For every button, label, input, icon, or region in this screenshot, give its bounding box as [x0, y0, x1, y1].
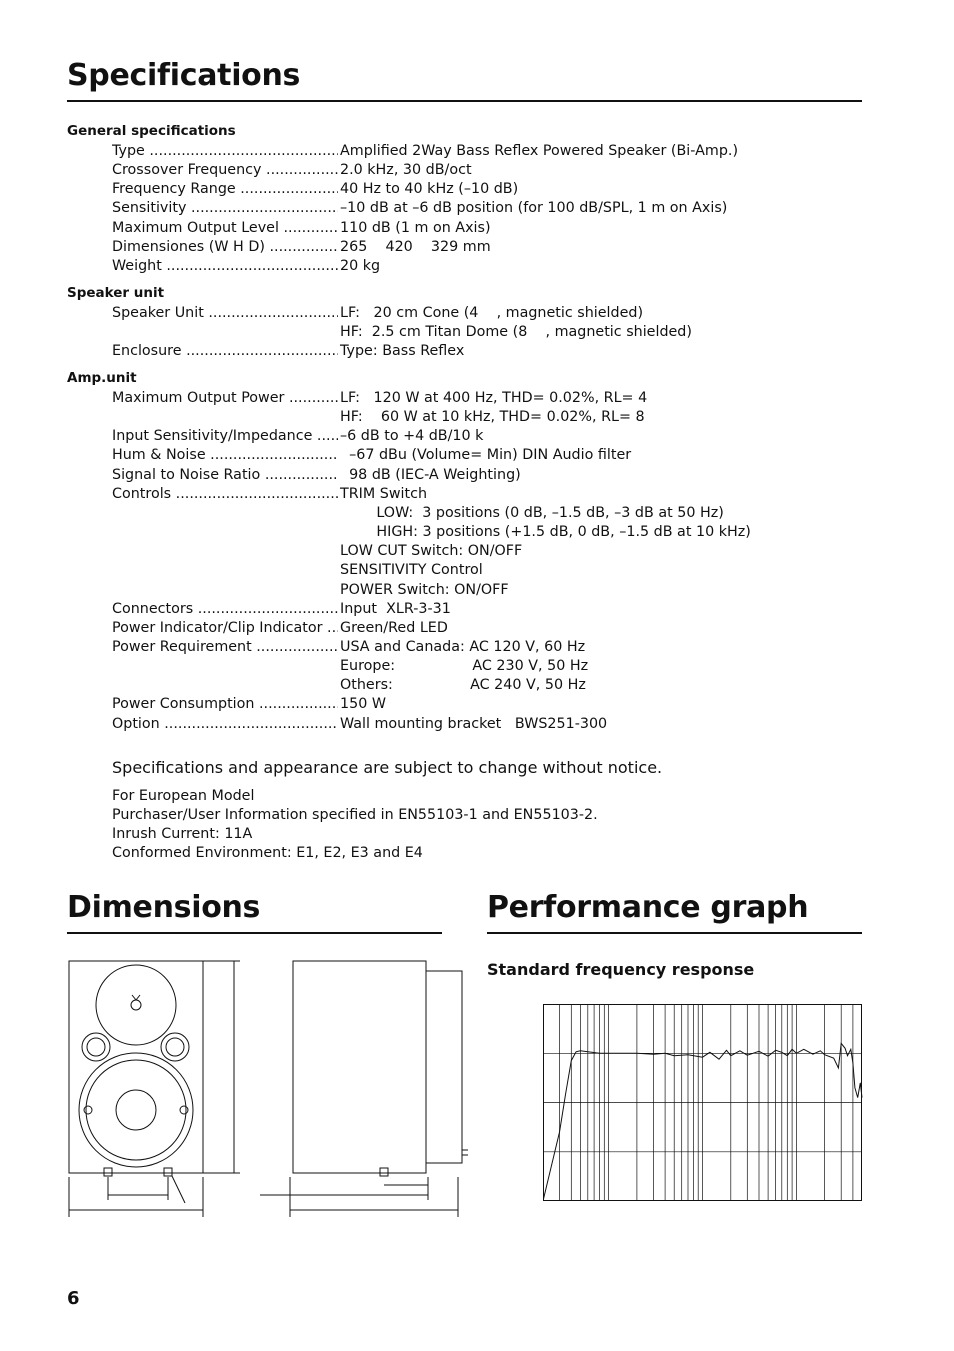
spec-value: 110 dB (1 m on Axis): [340, 219, 491, 236]
spec-value: LF: 120 W at 400 Hz, THD= 0.02%, RL= 4: [340, 390, 648, 406]
spec-row: [112, 619, 852, 638]
spec-value: –67 dBu (Volume= Min) DIN Audio filter: [340, 447, 632, 464]
speaker-heading: Speaker unit: [67, 285, 165, 301]
spec-row: [112, 161, 852, 180]
spec-value: –10 dB at –6 dB position (for 100 dB/SPL, 1 m on Axis): [340, 200, 728, 217]
spec-row: [112, 466, 852, 485]
spec-label: Hum & Noise .....: [112, 446, 338, 465]
performance-rule: [487, 932, 862, 934]
spec-value: LF: 20 cm Cone (4 , magnetic shielded): [340, 305, 644, 321]
spec-label: Power Requirement .....: [112, 638, 338, 657]
european-line: Purchaser/User Information specified in EN55103-1 and EN55103-2.: [112, 807, 598, 823]
european-line: Inrush Current: 11A: [112, 826, 253, 842]
spec-row: [112, 257, 852, 276]
spec-value: Others: AC 240 V, 50 Hz: [340, 677, 586, 694]
spec-row: [112, 446, 852, 465]
european-info: [112, 787, 598, 863]
spec-row: [112, 219, 852, 238]
spec-row: [112, 408, 852, 427]
spec-label: Maximum Output Level .....: [112, 219, 338, 238]
spec-label: Power Indicator/Clip Indicator .....: [112, 619, 338, 638]
spec-row: [112, 676, 852, 695]
spec-row: [112, 142, 852, 161]
spec-value: SENSITIVITY Control: [340, 562, 483, 579]
performance-title: Performance graph: [487, 890, 809, 925]
spec-value: 150 W: [340, 696, 386, 713]
spec-value: HF: 60 W at 10 kHz, THD= 0.02%, RL= 8: [340, 409, 645, 426]
spec-row: [112, 581, 852, 600]
spec-row: [112, 238, 852, 257]
spec-value: Wall mounting bracket BWS251-300: [340, 715, 608, 732]
side-view-cabinet: [293, 961, 426, 1173]
spec-row: [112, 485, 852, 504]
spec-label: Connectors .....: [112, 600, 338, 619]
spec-value: LOW: 3 positions (0 dB, –1.5 dB, –3 dB at 50 Hz): [340, 504, 724, 521]
spec-label: Option .....: [112, 715, 338, 734]
spec-value: 2.0 kHz, 30 dB/oct: [340, 162, 472, 179]
spec-row: [112, 695, 852, 714]
spec-label: Frequency Range .....: [112, 180, 338, 199]
spec-row: [112, 304, 852, 323]
european-line: Conformed Environment: E1, E2, E3 and E4: [112, 845, 423, 861]
spec-label: Dimensiones (W H D) .....: [112, 238, 338, 257]
port-right: [161, 1033, 189, 1061]
spec-value: Amplified 2Way Bass Reflex Powered Speaker (Bi-Amp.): [340, 143, 739, 159]
spec-label: Input Sensitivity/Impedance .....: [112, 427, 338, 446]
graph-subtitle: Standard frequency response: [487, 960, 755, 979]
spec-label: Speaker Unit .....: [112, 304, 338, 323]
amp-heading: Amp.unit: [67, 370, 137, 386]
spec-value: Input XLR-3-31: [340, 600, 451, 617]
spec-row: [112, 542, 852, 561]
spec-value: HIGH: 3 positions (+1.5 dB, 0 dB, –1.5 dB at 10 kHz): [340, 524, 751, 541]
european-line: For European Model: [112, 788, 255, 804]
spec-value: 40 Hz to 40 kHz (–10 dB): [340, 181, 519, 198]
spec-value: TRIM Switch: [340, 485, 428, 502]
dimensions-title: Dimensions: [67, 890, 261, 925]
spec-value: USA and Canada: AC 120 V, 60 Hz: [340, 638, 586, 655]
spec-row: [112, 715, 852, 734]
front-view-cabinet: [69, 961, 203, 1173]
spec-row: [112, 427, 852, 446]
spec-row: [112, 523, 852, 542]
spec-label: Sensitivity .....: [112, 199, 338, 218]
spec-row: [112, 199, 852, 218]
spec-value: 98 dB (IEC-A Weighting): [340, 466, 521, 483]
notice-text: Specifications and appearance are subject to change without notice.: [112, 758, 663, 777]
spec-label: Power Consumption .....: [112, 695, 338, 714]
tweeter-panel: [96, 965, 176, 1045]
spec-label: Maximum Output Power .....: [112, 389, 338, 408]
spec-value: LOW CUT Switch: ON/OFF: [340, 543, 523, 560]
spec-row: [112, 600, 852, 619]
spec-value: 265 420 329 mm: [340, 238, 491, 255]
page-number: 6: [67, 1288, 80, 1309]
frequency-response-chart: [543, 1004, 863, 1202]
spec-label: Signal to Noise Ratio .....: [112, 466, 338, 485]
spec-value: Europe: AC 230 V, 50 Hz: [340, 658, 589, 675]
general-heading: General specifications: [67, 123, 236, 139]
dimensions-rule: [67, 932, 442, 934]
spec-row: [112, 180, 852, 199]
spec-row: [112, 561, 852, 580]
spec-row: [112, 342, 852, 361]
spec-row: [112, 389, 852, 408]
spec-label: Enclosure .....: [112, 342, 338, 361]
spec-value: Green/Red LED: [340, 619, 448, 636]
spec-value: POWER Switch: ON/OFF: [340, 581, 509, 598]
spec-label: Weight .....: [112, 257, 338, 276]
page-title: Specifications: [67, 58, 301, 93]
woofer: [79, 1053, 193, 1167]
spec-value: HF: 2.5 cm Titan Dome (8 , magnetic shielded): [340, 324, 692, 341]
spec-row: [112, 638, 852, 657]
spec-value: 20 kg: [340, 257, 381, 274]
spec-value: –6 dB to +4 dB/10 k: [340, 428, 484, 445]
title-rule: [67, 100, 862, 102]
spec-label: Controls .....: [112, 485, 338, 504]
spec-row: [112, 323, 852, 342]
spec-value: Type: Bass Reflex: [340, 343, 465, 360]
spec-label: Type .....: [112, 142, 338, 161]
spec-row: [112, 657, 852, 676]
dimensions-drawing: [60, 955, 480, 1220]
port-left: [82, 1033, 110, 1061]
spec-label: Crossover Frequency .....: [112, 161, 338, 180]
spec-row: [112, 504, 852, 523]
